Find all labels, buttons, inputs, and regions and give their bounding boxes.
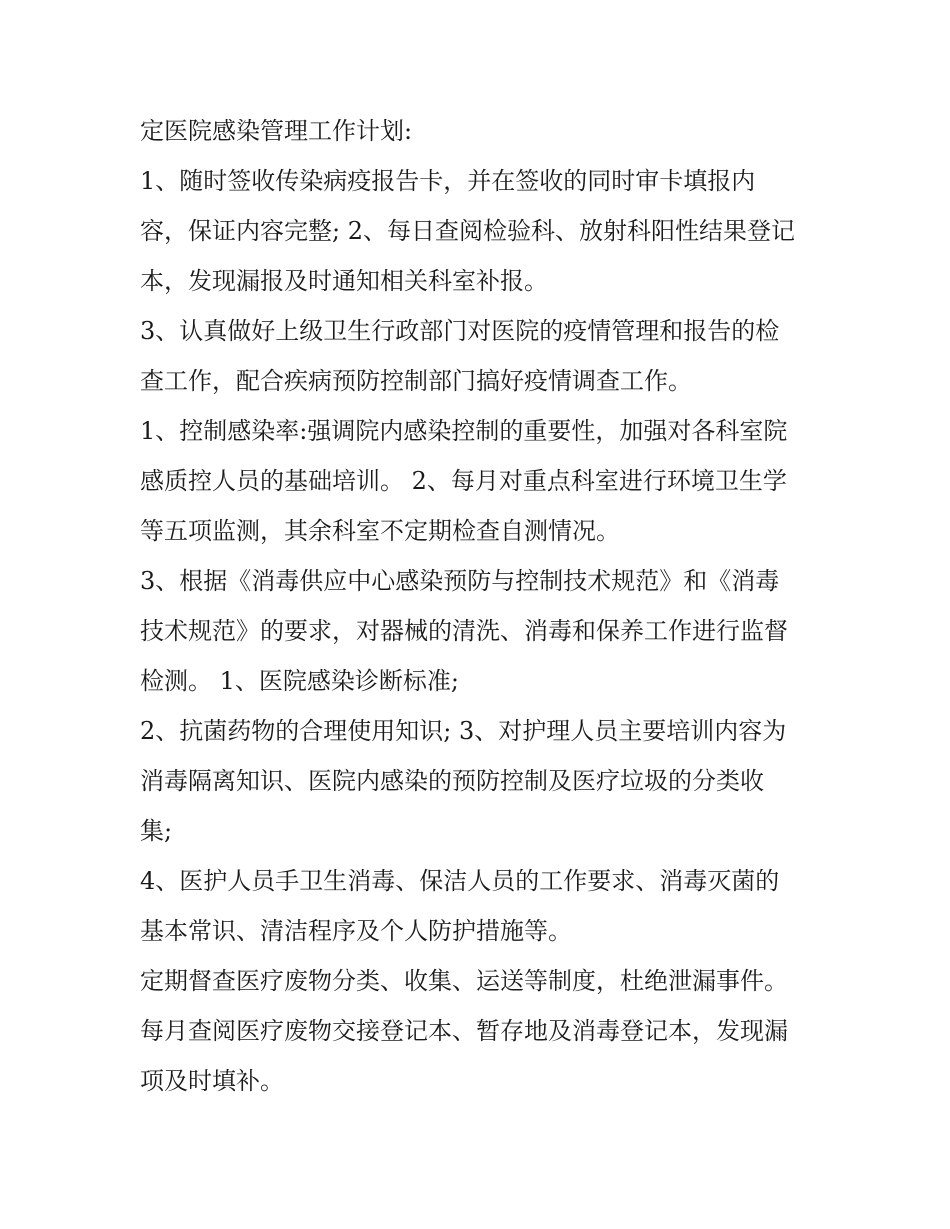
text-line: 感质控人员的基础培训。 2、每月对重点科室进行环境卫生学 <box>140 467 787 495</box>
text-line: 检测。 1、医院感染诊断标准; <box>140 667 459 695</box>
text-line: 1、随时签收传染病疫报告卡，并在签收的同时审卡填报内 <box>140 167 756 195</box>
text-line: 定期督查医疗废物分类、收集、运送等制度，杜绝泄漏事件。 <box>140 967 788 995</box>
text-line: 容，保证内容完整; 2、每日查阅检验科、放射科阳性结果登记 <box>140 217 795 245</box>
text-line: 集; <box>140 817 173 845</box>
text-line: 3、根据《消毒供应中心感染预防与控制技术规范》和《消毒 <box>140 567 780 595</box>
document-body <box>140 106 820 1106</box>
text-line: 本，发现漏报及时通知相关科室补报。 <box>140 267 548 295</box>
text-line: 4、医护人员手卫生消毒、保洁人员的工作要求、消毒灭菌的 <box>140 867 780 895</box>
text-line: 1、控制感染率:强调院内感染控制的重要性，加强对各科室院 <box>140 417 788 445</box>
text-line: 基本常识、清洁程序及个人防护措施等。 <box>140 917 572 945</box>
text-line: 等五项监测，其余科室不定期检查自测情况。 <box>140 517 620 545</box>
text-line: 3、认真做好上级卫生行政部门对医院的疫情管理和报告的检 <box>140 317 780 345</box>
text-line: 消毒隔离知识、医院内感染的预防控制及医疗垃圾的分类收 <box>140 767 764 795</box>
text-line: 查工作，配合疾病预防控制部门搞好疫情调查工作。 <box>140 367 692 395</box>
text-line: 定医院感染管理工作计划: <box>140 117 413 145</box>
text-line: 每月查阅医疗废物交接登记本、暂存地及消毒登记本，发现漏 <box>140 1017 788 1045</box>
text-line: 2、抗菌药物的合理使用知识; 3、对护理人员主要培训内容为 <box>140 717 787 745</box>
text-line: 技术规范》的要求，对器械的清洗、消毒和保养工作进行监督 <box>140 617 788 645</box>
text-line: 项及时填补。 <box>140 1067 284 1095</box>
